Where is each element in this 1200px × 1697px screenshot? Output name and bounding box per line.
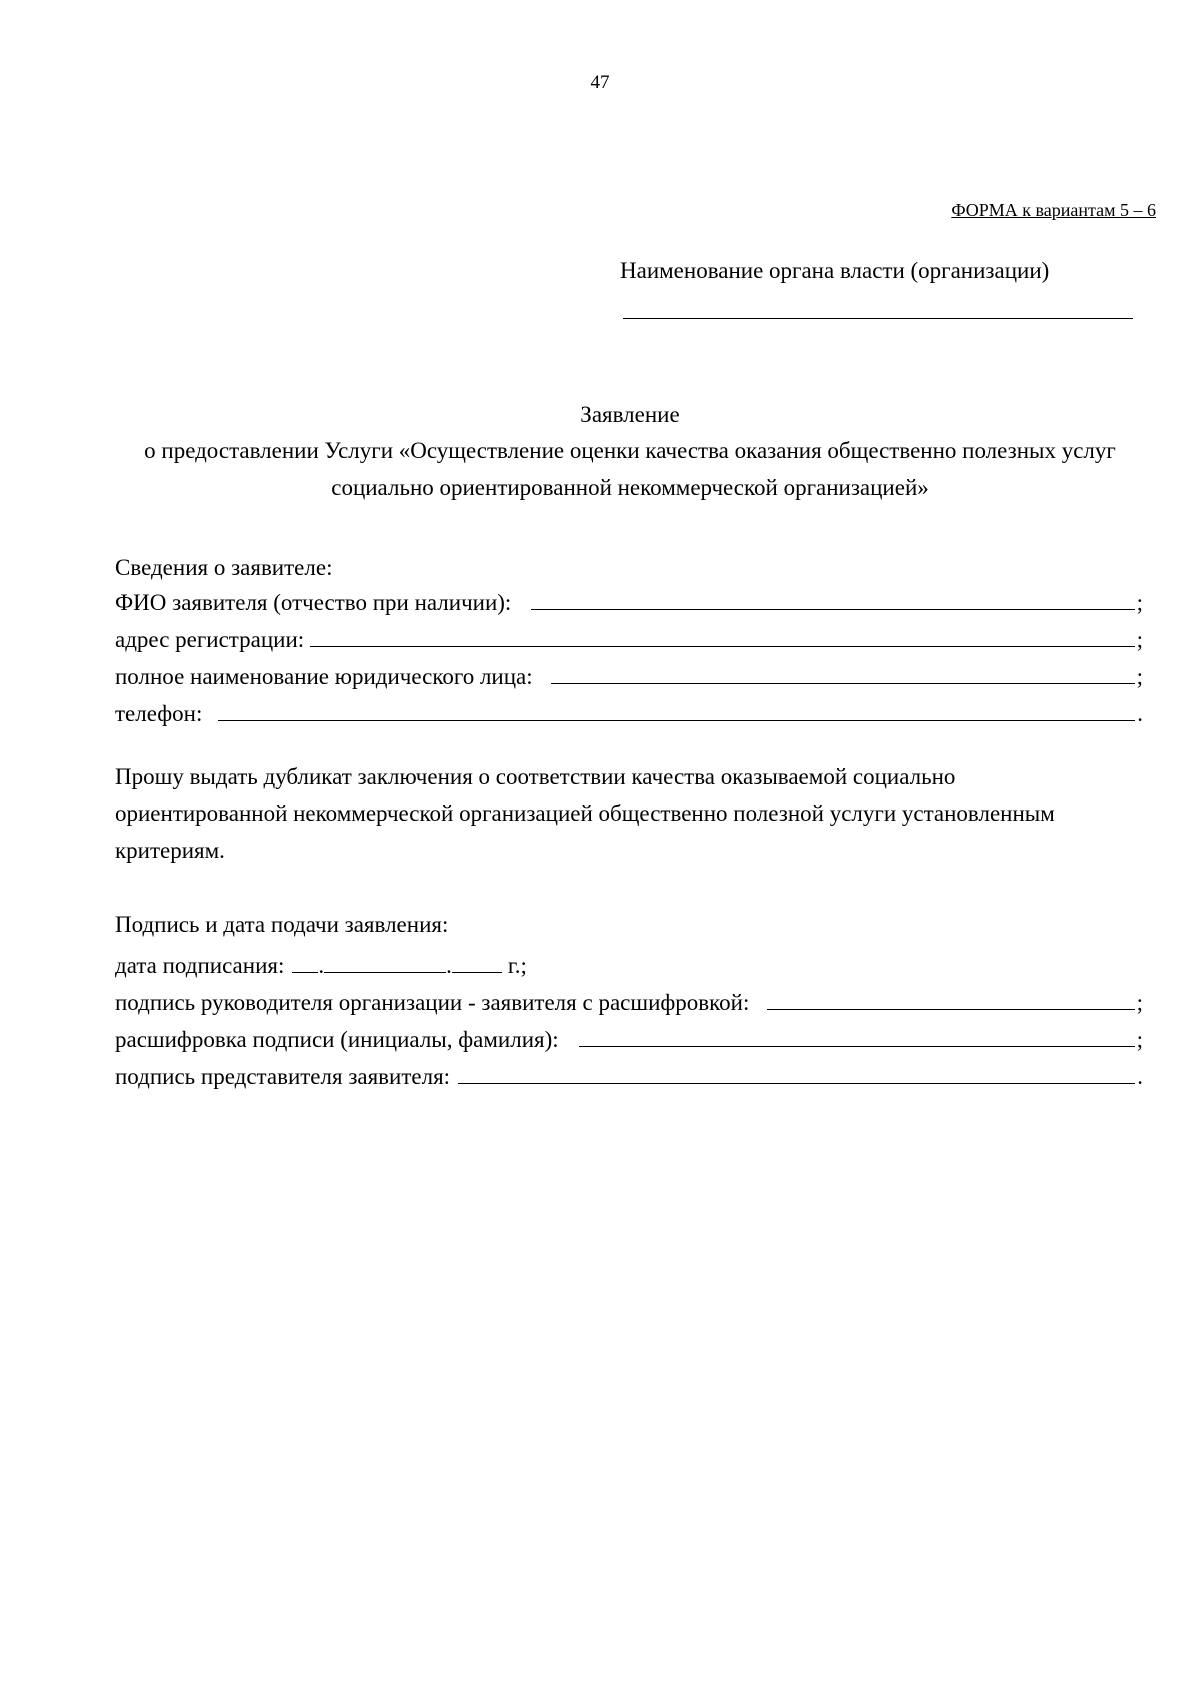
applicant-phone-row bbox=[115, 693, 1143, 727]
signing-day-field[interactable] bbox=[292, 946, 318, 973]
head-signature-end: ; bbox=[1136, 990, 1143, 1015]
page-number: 47 bbox=[590, 72, 610, 93]
applicant-heading: Сведения о заявителе: bbox=[115, 555, 333, 580]
applicant-fio-end: ; bbox=[1136, 590, 1143, 615]
head-signature-label: подпись руководителя организации - заявителя с расшифровкой: bbox=[115, 990, 750, 1015]
applicant-address-row bbox=[115, 619, 1143, 653]
signature-transcript-field[interactable] bbox=[579, 1020, 1135, 1047]
authority-name-caption: Наименование органа власти (организации) bbox=[620, 258, 1050, 283]
signature-transcript-row bbox=[115, 1019, 1143, 1053]
form-variant-label: ФОРМА к вариантам 5 – 6 bbox=[951, 200, 1156, 220]
signing-date-suffix: г.; bbox=[507, 953, 527, 978]
signature-heading: Подпись и дата подачи заявления: bbox=[115, 912, 449, 937]
authority-name-field[interactable] bbox=[623, 318, 1133, 319]
applicant-legal-name-label: полное наименование юридического лица: bbox=[115, 664, 533, 689]
document-subtitle-line-1: о предоставлении Услуги «Осуществление оценки качества оказания общественно полезных услуг bbox=[144, 438, 1116, 463]
applicant-address-label: адрес регистрации: bbox=[115, 627, 305, 652]
applicant-fio-row bbox=[115, 582, 1143, 616]
representative-signature-field[interactable] bbox=[458, 1057, 1135, 1084]
applicant-phone-end: . bbox=[1137, 701, 1143, 726]
signature-transcript-end: ; bbox=[1136, 1027, 1143, 1052]
request-text-line-3: критериям. bbox=[115, 838, 225, 863]
signing-date-separator-1: . bbox=[318, 953, 325, 978]
signing-date-row bbox=[115, 945, 527, 979]
applicant-legal-name-row bbox=[115, 656, 1143, 690]
signing-month-field[interactable] bbox=[324, 946, 446, 973]
representative-signature-end: . bbox=[1137, 1064, 1143, 1089]
applicant-phone-field[interactable] bbox=[218, 694, 1135, 721]
applicant-address-end: ; bbox=[1136, 627, 1143, 652]
document-subtitle-line-2: социально ориентированной некоммерческой организацией» bbox=[331, 475, 929, 500]
request-text-line-2: ориентированной некоммерческой организацией общественно полезной услуги установленным bbox=[115, 801, 1055, 826]
applicant-phone-label: телефон: bbox=[115, 701, 203, 726]
signing-date-separator-2: . bbox=[446, 953, 452, 978]
applicant-legal-name-field[interactable] bbox=[551, 657, 1135, 684]
applicant-address-field[interactable] bbox=[310, 620, 1134, 647]
applicant-legal-name-end: ; bbox=[1136, 664, 1143, 689]
head-signature-row bbox=[115, 982, 1143, 1016]
head-signature-field[interactable] bbox=[767, 983, 1134, 1010]
applicant-fio-label: ФИО заявителя (отчество при наличии): bbox=[115, 590, 512, 615]
applicant-fio-field[interactable] bbox=[531, 583, 1134, 610]
signing-date-label: дата подписания: bbox=[115, 953, 285, 978]
representative-signature-row bbox=[115, 1056, 1143, 1090]
representative-signature-label: подпись представителя заявителя: bbox=[115, 1064, 451, 1089]
signing-year-field[interactable] bbox=[452, 946, 502, 973]
document-title: Заявление bbox=[580, 402, 680, 427]
request-text-line-1: Прошу выдать дубликат заключения о соответствии качества оказываемой социально bbox=[115, 764, 956, 789]
signature-transcript-label: расшифровка подписи (инициалы, фамилия): bbox=[115, 1027, 559, 1052]
